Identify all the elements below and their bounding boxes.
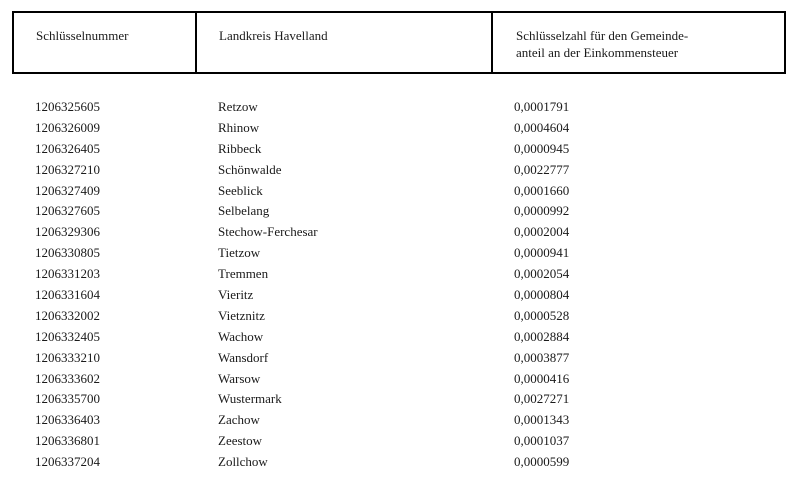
row-municipality: Vietznitz bbox=[218, 307, 265, 323]
row-municipality: Schönwalde bbox=[218, 161, 282, 177]
table-header bbox=[12, 11, 786, 74]
row-key: 1206330805 bbox=[35, 245, 100, 261]
row-value: 0,0000804 bbox=[514, 287, 570, 303]
row-key: 1206331604 bbox=[35, 287, 100, 303]
row-key: 1206327605 bbox=[35, 203, 100, 219]
row-municipality: Wustermark bbox=[218, 391, 282, 407]
row-key: 1206332002 bbox=[35, 307, 100, 323]
row-key: 1206336801 bbox=[35, 433, 100, 449]
row-municipality: Zeestow bbox=[218, 433, 263, 449]
row-value: 0,0003877 bbox=[514, 349, 570, 365]
row-municipality: Zollchow bbox=[218, 454, 268, 470]
row-value: 0,0000941 bbox=[514, 245, 570, 261]
row-key: 1206325605 bbox=[35, 99, 100, 114]
table-row bbox=[0, 118, 803, 139]
row-key: 1206336403 bbox=[35, 412, 100, 428]
row-key: 1206326009 bbox=[35, 119, 100, 135]
table-row bbox=[0, 410, 803, 431]
table-row bbox=[0, 181, 803, 202]
row-municipality: Vieritz bbox=[218, 287, 254, 303]
header-key-label: Schlüsselnummer bbox=[36, 28, 129, 43]
row-value: 0,0001791 bbox=[514, 99, 570, 114]
header-key-column bbox=[36, 27, 128, 44]
row-municipality: Warsow bbox=[218, 370, 261, 386]
table-row bbox=[0, 306, 803, 327]
row-value: 0,0000416 bbox=[514, 370, 570, 386]
row-municipality: Stechow-Ferchesar bbox=[218, 224, 318, 240]
row-value: 0,0000992 bbox=[514, 203, 570, 219]
row-municipality: Wachow bbox=[218, 328, 264, 344]
table-row bbox=[0, 222, 803, 243]
row-municipality: Tremmen bbox=[218, 266, 269, 282]
row-value: 0,0001037 bbox=[514, 433, 570, 449]
row-key: 1206329306 bbox=[35, 224, 100, 240]
table-row bbox=[0, 327, 803, 348]
header-divider bbox=[195, 13, 197, 72]
row-value: 0,0000599 bbox=[514, 454, 570, 470]
table-row bbox=[0, 348, 803, 369]
row-municipality: Seeblick bbox=[218, 182, 263, 198]
row-value: 0,0004604 bbox=[514, 119, 570, 135]
row-municipality: Ribbeck bbox=[218, 140, 262, 156]
row-key: 1206335700 bbox=[35, 391, 100, 407]
row-value: 0,0002054 bbox=[514, 266, 570, 282]
row-key: 1206331203 bbox=[35, 266, 100, 282]
row-municipality: Wansdorf bbox=[218, 349, 269, 365]
row-value: 0,0027271 bbox=[514, 391, 570, 407]
row-value: 0,0002884 bbox=[514, 328, 570, 344]
table-row bbox=[0, 452, 803, 473]
row-key: 1206332405 bbox=[35, 328, 100, 344]
table-row bbox=[0, 139, 803, 160]
row-key: 1206337204 bbox=[35, 454, 100, 470]
table-row bbox=[0, 285, 803, 306]
row-municipality: Zachow bbox=[218, 412, 260, 428]
table-row bbox=[0, 160, 803, 181]
table-row bbox=[0, 243, 803, 264]
row-value: 0,0000945 bbox=[514, 140, 570, 156]
table-row bbox=[0, 97, 803, 118]
header-divider bbox=[491, 13, 493, 72]
row-value: 0,0001343 bbox=[514, 412, 570, 428]
table-row bbox=[0, 264, 803, 285]
row-municipality: Selbelang bbox=[218, 203, 270, 219]
row-value: 0,0000528 bbox=[514, 307, 570, 323]
row-municipality: Rhinow bbox=[218, 119, 260, 135]
row-key: 1206327409 bbox=[35, 182, 100, 198]
table-row bbox=[0, 431, 803, 452]
table-row bbox=[0, 201, 803, 222]
header-district-label: Landkreis Havelland bbox=[219, 28, 328, 43]
header-district-column bbox=[219, 27, 328, 44]
row-value: 0,0022777 bbox=[514, 161, 570, 177]
row-key: 1206333602 bbox=[35, 370, 100, 386]
row-key: 1206327210 bbox=[35, 161, 100, 177]
row-key: 1206333210 bbox=[35, 349, 100, 365]
row-value: 0,0002004 bbox=[514, 224, 570, 240]
row-municipality: Tietzow bbox=[218, 245, 261, 261]
row-value: 0,0001660 bbox=[514, 182, 570, 198]
header-value-column bbox=[516, 27, 688, 61]
table-row bbox=[0, 369, 803, 390]
header-value-label-line1: Schlüsselzahl für den Gemeinde- bbox=[516, 28, 689, 43]
row-key: 1206326405 bbox=[35, 140, 100, 156]
table-row bbox=[0, 389, 803, 410]
table-body bbox=[0, 97, 803, 473]
row-municipality: Retzow bbox=[218, 99, 258, 114]
header-value-label-line2: anteil an der Einkommensteuer bbox=[516, 45, 679, 60]
